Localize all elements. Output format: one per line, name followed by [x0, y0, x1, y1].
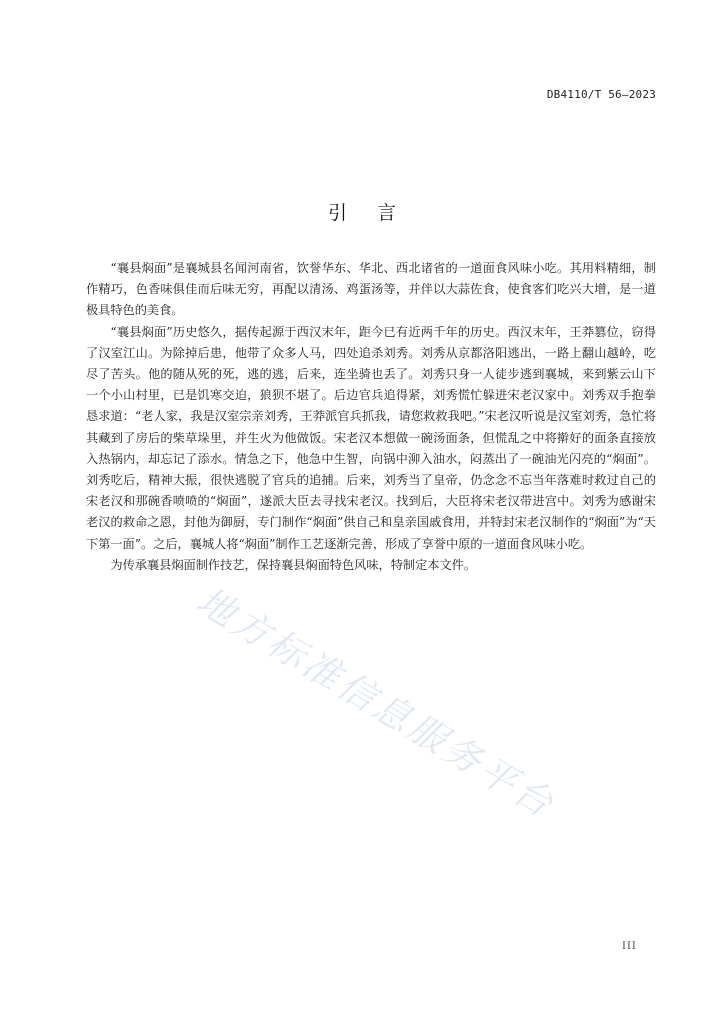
- document-code: DB4110/T 56—2023: [546, 88, 656, 101]
- paragraph-intro: “襄县焖面”是襄城县名闻河南省，饮誉华东、华北、西北诸省的一道面食风味小吃。其用料精细，制作精巧，色香味俱佳而后味无穷，再配以清汤、鸡蛋汤等，并伴以大蒜佐食，使食客们吃兴大增，是一道极具特色的美食。: [86, 261, 656, 318]
- paragraph-purpose: 为传承襄县焖面制作技艺，保持襄县焖面特色风味，特制定本文件。: [110, 557, 477, 572]
- watermark: 地方标准信息服务平台: [189, 578, 563, 828]
- page-number: III: [622, 941, 637, 952]
- paragraph-history: “襄县焖面”历史悠久，据传起源于西汉末年，距今已有近两千年的历史。西汉末年，王莽篡位，窃得了汉室江山。为除掉后患，他带了众多人马，四处追杀刘秀。刘秀从京都洛阳逃出，一路上翻山越岭，吃尽了苦头。他的随从死的死，逃的逃，后来，连坐骑也丢了。刘秀只身一人徒步逃到襄城，来到紫云山下一个小山村里，已是饥寒交迫，狼狈不堪了。后边官兵追得紧，刘秀慌忙躲进宋老汉家中。刘秀双手抱拳恳求道：“老人家，我是汉室宗亲刘秀，王莽派官兵抓我，请您救救我吧。”宋老汉听说是汉室刘秀，急忙将其藏到了房后的柴草垛里，并生火为他做饭。宋老汉本想做一碗汤面条，但慌乱之中将擀好的面条直接放入热锅内，却忘记了添水。情急之下，他急中生智，向锅中泖入油水，闷蒸出了一碗油光闪亮的“焖面”。刘秀吃后，精神大振，很快逃脱了官兵的追捕。后来，刘秀当了皇帝，仍念念不忘当年落难时救过自己的宋老汉和那碗香喷喷的“焖面”，遂派大臣去寻找宋老汉。找到后，大臣将宋老汉带进宫中。刘秀为感谢宋老汉的救命之恩，封他为御厨，专门制作“焖面”供自己和皇亲国戚食用，并特封宋老汉制作的“焖面”为“天下第一面”。之后，襄城人将“焖面”制作工艺逐渐完善，形成了享誉中原的一道面食风味小吃。: [86, 324, 656, 551]
- body-text: [86, 258, 656, 576]
- section-title: 引言: [327, 202, 426, 224]
